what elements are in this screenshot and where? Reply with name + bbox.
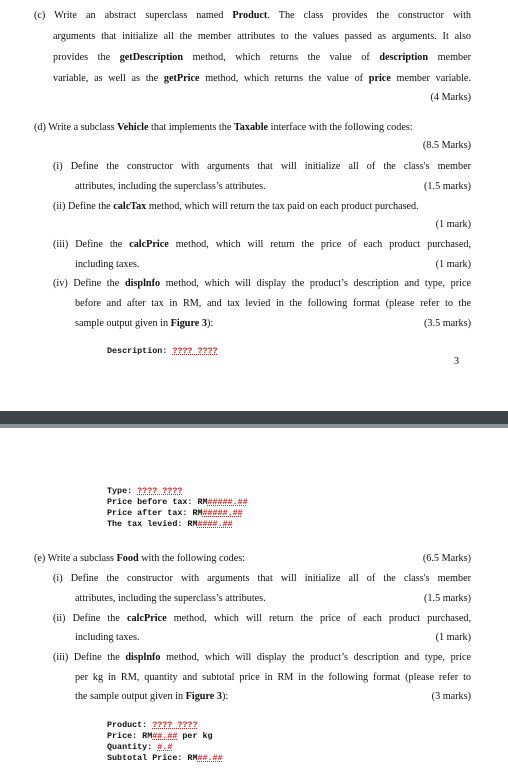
sample-output-description: Description: ???? ???? (107, 346, 218, 356)
part-d-iii-marks: (1 mark) (435, 259, 471, 270)
page-break-shadow (0, 424, 508, 428)
sample-vehicle-price-after: Price after tax: RM#####.## (107, 508, 243, 518)
part-d-iv-line-3: sample output given in Figure 3): (75, 318, 214, 329)
document-page-2 (0, 444, 508, 773)
part-c-line-3: provides the getDescription method, which returns the value of description member (53, 52, 471, 63)
part-e-i-marks: (1.5 marks) (424, 593, 471, 604)
sample-vehicle-price-before: Price before tax: RM#####.## (107, 497, 248, 507)
part-e-i-line-1: (i) Define the constructor with arguments that will initialize all of the class's member (53, 573, 471, 584)
part-d-i-line-1: (i) Define the constructor with arguments that will initialize all of the class's member (53, 161, 471, 172)
page-break-bar (0, 411, 508, 424)
part-e-i-line-2: attributes, including the superclass’s attributes. (75, 593, 266, 604)
part-d-iv-marks: (3.5 marks) (424, 318, 471, 329)
part-d-marks: (8.5 Marks) (422, 140, 471, 151)
page-break (0, 378, 508, 444)
part-e-iii-marks: (3 marks) (431, 691, 471, 702)
part-c-line-2: arguments that initialize all the member attributes to the values passed as arguments. It also (53, 31, 471, 42)
sample-food-subtotal: Subtotal Price: RM##.## (107, 753, 223, 763)
sample-food-quantity: Quantity: #.# (107, 742, 173, 752)
part-e-ii-marks: (1 mark) (435, 632, 471, 643)
sample-food-product: Product: ???? ???? (107, 720, 198, 730)
part-c-line-4: variable, as well as the getPrice method, which returns the value of price member variable. (53, 73, 471, 84)
part-d-ii-marks: (1 mark) (435, 219, 471, 230)
part-d-iv-line-1: (iv) Define the displnfo method, which will display the product’s description and type, price (53, 278, 472, 289)
part-e-marks: (6.5 Marks) (422, 553, 471, 564)
part-c-line-1: (c) Write an abstract superclass named Product. The class provides the constructor with (34, 10, 471, 21)
part-d-ii-line-1: (ii) Define the calcTax method, which will return the tax paid on each product purchased. (53, 201, 419, 212)
part-e-ii-line-1: (ii) Define the calcPrice method, which will return the price of each product purchased, (53, 613, 472, 624)
sample-food-price: Price: RM##.## per kg (107, 731, 213, 741)
part-e-iii-line-3: the sample output given in Figure 3): (75, 691, 229, 702)
part-d-line-1: (d) Write a subclass Vehicle that implements the Taxable interface with the following codes: (34, 122, 413, 133)
part-d-i-marks: (1.5 marks) (424, 181, 471, 192)
sample-vehicle-type: Type: ???? ???? (107, 486, 183, 496)
part-e-ii-line-2: including taxes. (75, 632, 140, 643)
part-d-iv-line-2: before and after tax in RM, and tax levied in the following format (please refer to the (75, 298, 471, 309)
document-page-1 (0, 0, 508, 378)
part-c-marks: (4 Marks) (430, 92, 471, 103)
part-d-i-line-2: attributes, including the superclass’s attributes. (75, 181, 266, 192)
part-d-iii-line-2: including taxes. (75, 259, 140, 270)
sample-vehicle-tax-levied: The tax levied: RM####.## (107, 519, 233, 529)
part-e-line-1: (e) Write a subclass Food with the following codes: (34, 553, 246, 564)
part-d-iii-line-1: (iii) Define the calcPrice method, which will return the price of each product purchased, (53, 239, 471, 250)
page-number: 3 (454, 356, 460, 367)
part-e-iii-line-2: per kg in RM, quantity and subtotal price in RM in the following format (please refer to (75, 672, 471, 683)
part-e-iii-line-1: (iii) Define the displnfo method, which will display the product’s description and type, price (53, 652, 471, 663)
